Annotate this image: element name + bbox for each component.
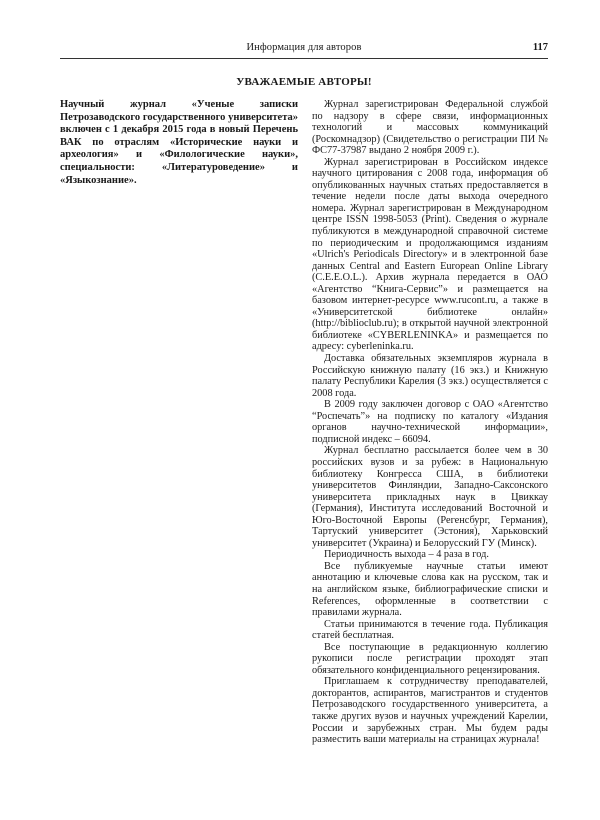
paragraph-indexing: Журнал зарегистрирован в Российском индексе научного цитирования с 2008 года, информация об опубликованных научных статьях предоставляется в течение недели после даты выхода очередного номера. Журнал зарегистрирован в Международном центре ISSN 1998-5053 (Print). Сведения о журнале публикуются в международной справочной системе по периодическим и продолжающимся изданиям «Ulrich's Periodicals Directory» и в электронной базе данных Central and Eastern European Online Library (C.E.E.O.L.). Архив журнала передается в ОАО «Агентство “Книга-Сервис”» и размещается на базовом интернет-ресурсе www.rucont.ru, а также в «Университетской библиотеке онлайн» (http://biblioclub.ru); в открытой научной электронной библиотеке «CYBERLENINKA» и размещается по адресу: cyberleninka.ru. <box>312 156 548 353</box>
paragraph-deposit-copies: Доставка обязательных экземпляров журнала в Российскую книжную палату (16 экз.) и Книжную палату Республики Карелия (3 экз.) осуществляется с 2008 года. <box>312 353 548 399</box>
page-number: 117 <box>532 42 548 53</box>
paragraph-invitation: Приглашаем к сотрудничеству преподавателей, докторантов, аспирантов, магистрантов и студентов Петрозаводского государственного университета, а также других вузов и научных учреждений Карелии, России и зарубежных стран. Мы будем рады разместить ваши материалы на страницах журнала! <box>312 676 548 746</box>
intro-announcement: Научный журнал «Ученые записки Петрозаводского государственного университета» включен с 1 декабря 2015 года в новый Перечень ВАК по отраслям «Исторические науки и археология» и «Филологические науки», специальности: «Литературоведение» и «Языкознание». <box>60 99 298 186</box>
running-header <box>60 38 548 59</box>
paragraph-registration: Журнал зарегистрирован Федеральной службой по надзору в сфере связи, информационных технологий и массовых коммуникаций (Роскомнадзор) (Свидетельство о регистрации ПИ № ФС77-37987 выдано 2 ноября 2009 г.). <box>312 99 548 157</box>
paragraph-distribution: Журнал бесплатно рассылается более чем в 30 российских вузов и за рубеж: в Национальную библиотеку Конгресса США, в библиотеки университетов Финляндии, Западно-Саксонского университета прикладных наук в Цвиккау (Германия), Института исследований Восточной и Юго-Восточной Европы (Регенсбург, Германия), Тартуский университет (Эстония), Харьковский университет (Украина) и Белорусский ГУ (Минск). <box>312 445 548 549</box>
paragraph-abstracts: Все публикуемые научные статьи имеют аннотацию и ключевые слова как на русском, так и на английском языке, библиографические списки и References, оформленные в соответствии с правилами журнала. <box>312 560 548 619</box>
page-title: УВАЖАЕМЫЕ АВТОРЫ! <box>236 76 372 88</box>
running-header-title: Информация для авторов <box>246 42 362 53</box>
paragraph-subscription: В 2009 году заключен договор с ОАО «Агентство “Роспечать”» на подписку по каталогу «Издания органов научно-технической информации», подписной индекс – 66094. <box>312 399 548 445</box>
paragraph-peer-review: Все поступающие в редакционную коллегию рукописи после регистрации проходят этап обязательного конфиденциального рецензирования. <box>312 641 548 676</box>
body-text-column <box>312 99 548 746</box>
paragraph-frequency: Периодичность выхода – 4 раза в год. <box>324 549 489 561</box>
paragraph-submissions: Статьи принимаются в течение года. Публикация статей бесплатная. <box>312 618 548 642</box>
